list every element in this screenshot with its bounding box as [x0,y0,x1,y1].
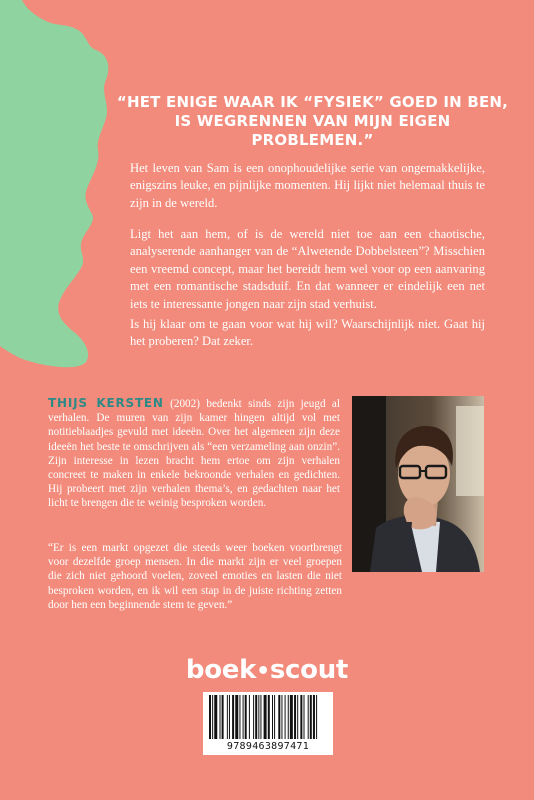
back-cover-headline: “HET ENIGE WAAR IK “FYSIEK” GOED IN BEN, IS WEGRENNEN VAN MIJN EIGEN PROBLEMEN.” [116,93,509,149]
blurb-paragraph-1: Het leven van Sam is een onophoudelijke serie van ongemakkelijke, enigszins leuke, en pijnlijke momenten. Hij lijkt niet helemaal thuis te zijn in de wereld. [130,161,485,210]
barcode-bar [285,695,286,739]
author-name: THIJS KERSTEN [48,396,164,410]
barcode-bar [253,695,254,739]
author-photo [352,396,484,572]
blurb-paragraph-3: Is hij klaar om te gaan voor wat hij wil? Waarschijnlijk niet. Gaat hij het proberen? Dat zeker. [130,317,485,349]
barcode-bar [294,695,296,739]
barcode-bar [313,695,315,739]
barcode-bar [278,695,280,739]
barcode-bar [255,695,257,739]
author-bio [48,396,340,511]
barcode-bar [297,695,298,739]
barcode-bar [239,695,240,739]
barcode-bar [245,695,247,739]
barcode-bar [220,695,221,739]
barcode-bar [229,695,230,739]
barcode-bar [258,695,259,739]
publisher-logo [0,655,534,685]
publisher-logo-part1: boek [185,655,257,685]
publisher-logo-dot: • [256,659,270,684]
barcode-bar [316,695,317,739]
barcode-bar [212,695,213,739]
barcode-bar [264,695,267,739]
barcode-bar [222,695,224,739]
barcode-bar [232,695,234,739]
barcode-bar [274,695,275,739]
barcode-bar [288,695,289,739]
publisher-logo-part2: scout [269,655,349,685]
author-quote: “Er is een markt opgezet die steeds weer boeken voortbrengt voor dezelfde groep mensen. In die markt zijn er veel groepen die zich niet gehoord voelen, zoveel emoties en lasten die niet besproken worden, en ik wil een stap in de juiste richting zetten door hen een beginnende stem te geven.” [48,542,342,611]
barcode-bar [304,695,305,739]
barcode-bar [209,695,211,739]
barcode-bar [281,695,282,739]
barcode-bar [268,695,270,739]
profile-silhouette [0,0,130,372]
barcode-bar [214,695,217,739]
barcode-bar [249,695,250,739]
isbn-barcode [203,692,333,755]
blurb-paragraph-2: Ligt het aan hem, of is de wereld niet toe aan een chaotische, analyserende aanhanger van de “Alwetende Dobbelsteen”? Misschien een vreemd concept, maar het bereidt hem wel voor op een aanvaring met een romantische stadsduif. En dat wanneer er eindelijk een net iets te interessante jongen naar zijn stad verhuist. [130,227,485,311]
barcode-bar [227,695,228,739]
barcode-bar [290,695,293,739]
barcode-bar [272,695,273,739]
isbn-number: 9789463897471 [226,741,310,752]
barcode-bar [310,695,312,739]
barcode-bar [243,695,244,739]
author-bio-text: (2002) bedenkt sinds zijn jeugd al verhalen. De muren van zijn kamer hingen altijd vol met notitieblaadjes gevuld met ideeën. Over het algemeen zijn deze ideeën het beste te omschrijven als “een verzameling aan onzin”. Zijn interesse in lezen bracht hem ertoe om zijn verhalen concreet te maken in enkele bekroonde verhalen en gedichten. Hij probeert met zijn verhalen thema’s, en gedachten naar het licht te brengen die te weinig besproken worden. [48,398,340,510]
barcode-bar [260,695,261,739]
barcode-bar [300,695,302,739]
barcode-bar [235,695,238,739]
barcode-bar [308,695,309,739]
